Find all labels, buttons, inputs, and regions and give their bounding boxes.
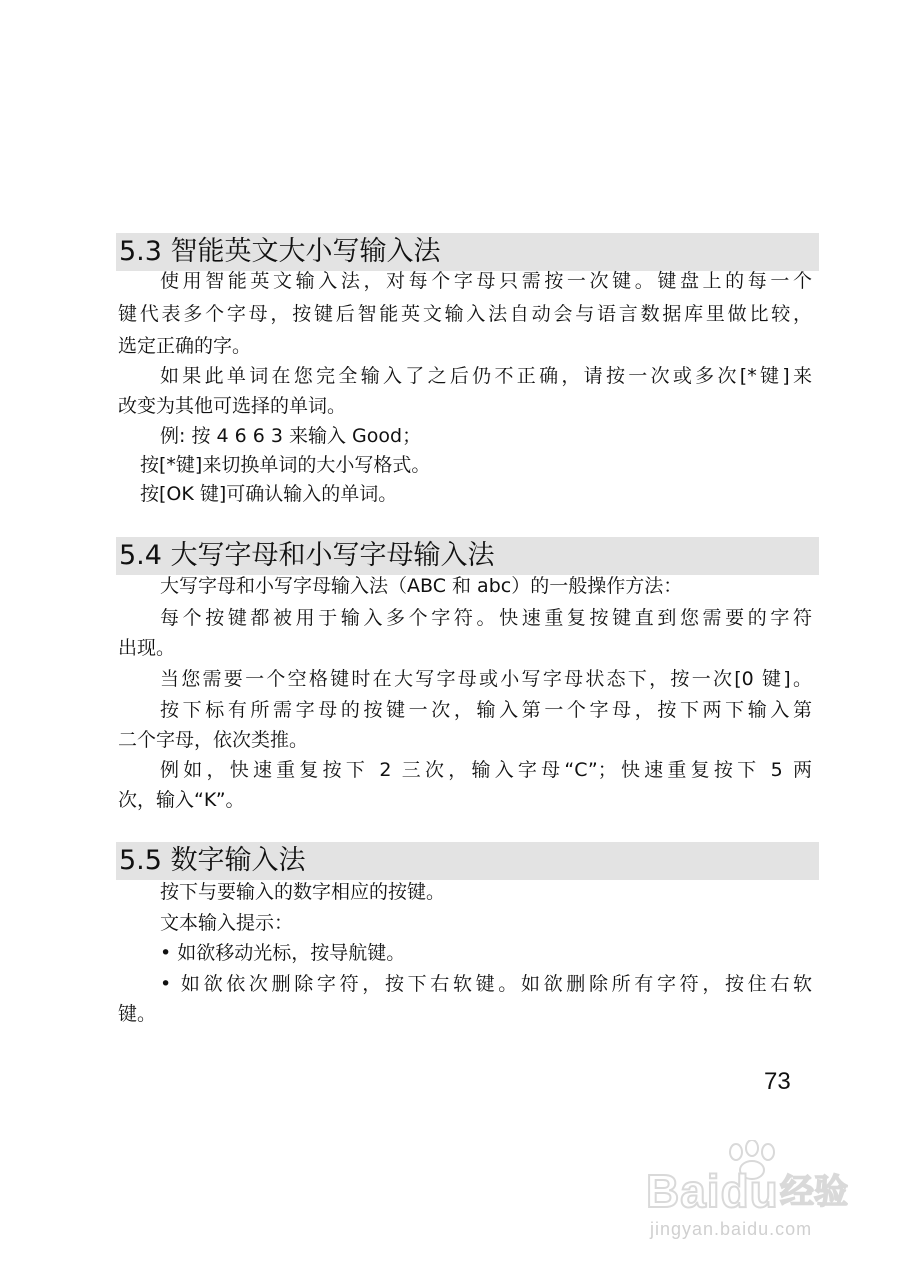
paragraph-line: 出现。 (118, 637, 176, 659)
section-heading-5-4: 5.4 大写字母和小写字母输入法 (116, 537, 819, 575)
paragraph-line: 次，输入“K”。 (118, 789, 245, 811)
paragraph-line: 按[*键]来切换单词的大小写格式。 (140, 454, 431, 476)
paragraph-line: 例如，快速重复按下 2 三次，输入字母“C”；快速重复按下 5 两 (160, 759, 812, 781)
watermark-logo-text: Baidu (646, 1165, 779, 1217)
paragraph-line: 例: 按 4 6 6 3 来输入 Good； (160, 425, 422, 447)
paragraph-line: 如果此单词在您完全输入了之后仍不正确，请按一次或多次[*键]来 (160, 365, 812, 387)
paragraph-line: • 如欲依次删除字符，按下右软键。如欲删除所有字符，按住右软 (160, 973, 812, 995)
paragraph-line: 文本输入提示： (160, 912, 294, 934)
section-heading-5-5: 5.5 数字输入法 (116, 842, 819, 880)
section-heading-5-3: 5.3 智能英文大小写输入法 (116, 233, 819, 271)
paragraph-line: 二个字母，依次类推。 (118, 729, 309, 751)
watermark-url: jingyan.baidu.com (650, 1219, 813, 1239)
baidu-jingyan-watermark (640, 1140, 870, 1250)
watermark-product-text: 经验 (780, 1172, 848, 1212)
paragraph-line: 使用智能英文输入法，对每个字母只需按一次键。键盘上的每一个 (160, 270, 812, 292)
paragraph-line: 按下与要输入的数字相应的按键。 (160, 881, 446, 903)
paragraph-line: 键。 (118, 1003, 157, 1025)
paragraph-line: 大写字母和小写字母输入法（ABC 和 abc）的一般操作方法： (160, 575, 683, 597)
paragraph-line: 每个按键都被用于输入多个字符。快速重复按键直到您需要的字符 (160, 607, 812, 629)
paragraph-line: • 如欲移动光标，按导航键。 (160, 942, 406, 964)
paragraph-line: 选定正确的字。 (118, 335, 252, 357)
page-number: 73 (764, 1068, 791, 1095)
paragraph-line: 按[OK 键]可确认输入的单词。 (140, 483, 398, 505)
paragraph-line: 键代表多个字母，按键后智能英文输入法自动会与语言数据库里做比较， (118, 303, 812, 325)
paragraph-line: 改变为其他可选择的单词。 (118, 395, 347, 417)
paragraph-line: 按下标有所需字母的按键一次，输入第一个字母，按下两下输入第 (160, 699, 812, 721)
paragraph-line: 当您需要一个空格键时在大写字母或小写字母状态下，按一次[0 键]。 (160, 668, 812, 690)
